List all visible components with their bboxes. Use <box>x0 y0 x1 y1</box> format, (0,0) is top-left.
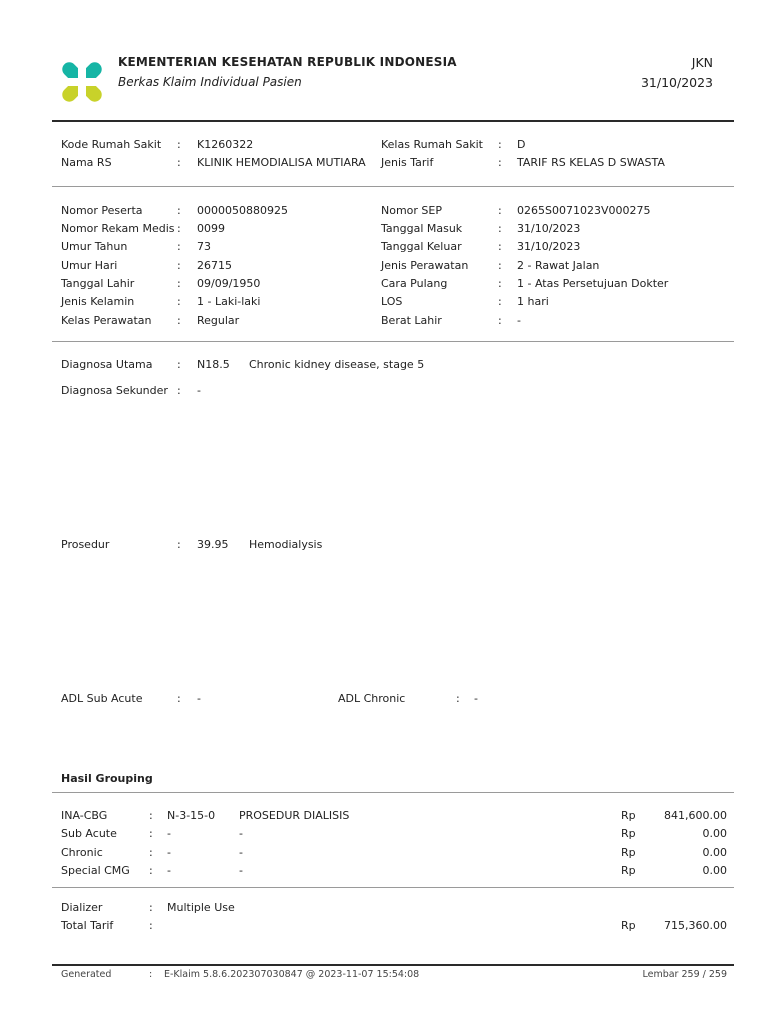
field-label: Jenis Perawatan <box>381 259 469 272</box>
field-label: Nomor Rekam Medis <box>61 222 175 235</box>
diagnosa-utama-label: Diagnosa Utama <box>61 358 153 371</box>
colon: : <box>177 222 181 235</box>
field-value: 0265S0071023V000275 <box>517 204 651 217</box>
generated-label: Generated <box>61 969 112 980</box>
field-label: LOS <box>381 295 403 308</box>
colon: : <box>149 901 153 914</box>
field-value: 2 - Rawat Jalan <box>517 259 600 272</box>
adl-sub-acute-label: ADL Sub Acute <box>61 692 143 705</box>
colon: : <box>498 204 502 217</box>
colon: : <box>177 138 181 151</box>
diagnosa-utama-code: N18.5 <box>197 358 230 371</box>
colon: : <box>498 156 502 169</box>
field-value: 09/09/1950 <box>197 277 261 290</box>
grouping-label: Chronic <box>61 846 103 859</box>
grouping-code: - <box>167 864 171 877</box>
field-label: Nomor SEP <box>381 204 442 217</box>
field-value: 31/10/2023 <box>517 222 581 235</box>
field-label: Umur Hari <box>61 259 118 272</box>
currency-label: Rp <box>621 864 636 877</box>
colon: : <box>177 204 181 217</box>
colon: : <box>177 277 181 290</box>
field-label: Cara Pulang <box>381 277 448 290</box>
dializer-value: Multiple Use <box>167 901 235 914</box>
colon: : <box>498 295 502 308</box>
field-label: Umur Tahun <box>61 240 128 253</box>
total-tarif-amount: 715,360.00 <box>664 919 727 932</box>
kelas-rs-label: Kelas Rumah Sakit <box>381 138 483 151</box>
colon: : <box>498 314 502 327</box>
field-value: 26715 <box>197 259 232 272</box>
colon: : <box>177 384 181 397</box>
section-divider <box>52 887 734 888</box>
colon: : <box>177 692 181 705</box>
dializer-label: Dializer <box>61 901 103 914</box>
colon: : <box>149 846 153 859</box>
grouping-code: - <box>167 827 171 840</box>
colon: : <box>498 222 502 235</box>
colon: : <box>498 138 502 151</box>
grouping-code: - <box>167 846 171 859</box>
footer-divider <box>52 964 734 966</box>
field-label: Kelas Perawatan <box>61 314 152 327</box>
grouping-desc: - <box>239 864 243 877</box>
page-number: Lembar 259 / 259 <box>642 969 727 980</box>
nama-rs-label: Nama RS <box>61 156 112 169</box>
field-label: Jenis Kelamin <box>61 295 135 308</box>
grouping-label: Special CMG <box>61 864 130 877</box>
colon: : <box>149 919 153 932</box>
prosedur-label: Prosedur <box>61 538 110 551</box>
grouping-amount: 0.00 <box>702 846 727 859</box>
diagnosa-sekunder-label: Diagnosa Sekunder <box>61 384 168 397</box>
kemenkes-logo <box>56 54 108 110</box>
colon: : <box>498 240 502 253</box>
colon: : <box>149 809 153 822</box>
field-value: 31/10/2023 <box>517 240 581 253</box>
grouping-label: INA-CBG <box>61 809 108 822</box>
nama-rs-value: KLINIK HEMODIALISA MUTIARA <box>197 156 366 169</box>
field-value: 1 - Atas Persetujuan Dokter <box>517 277 669 290</box>
document-subtitle: Berkas Klaim Individual Pasien <box>118 75 302 89</box>
colon: : <box>177 295 181 308</box>
field-value: 1 hari <box>517 295 549 308</box>
field-label: Tanggal Masuk <box>381 222 463 235</box>
field-value: 73 <box>197 240 211 253</box>
grouping-amount: 0.00 <box>702 864 727 877</box>
grouping-label: Sub Acute <box>61 827 117 840</box>
colon: : <box>149 827 153 840</box>
grouping-desc: PROSEDUR DIALISIS <box>239 809 350 822</box>
grouping-desc: - <box>239 846 243 859</box>
currency-label: Rp <box>621 919 636 932</box>
section-divider <box>52 341 734 342</box>
colon: : <box>177 156 181 169</box>
diagnosa-utama-desc: Chronic kidney disease, stage 5 <box>249 358 425 371</box>
adl-chronic-value: - <box>474 692 478 705</box>
ministry-title: KEMENTERIAN KESEHATAN REPUBLIK INDONESIA <box>118 55 457 69</box>
diagnosa-sekunder-value: - <box>197 384 201 397</box>
kelas-rs-value: D <box>517 138 526 151</box>
grouping-amount: 0.00 <box>702 827 727 840</box>
jenis-tarif-label: Jenis Tarif <box>381 156 434 169</box>
grouping-code: N-3-15-0 <box>167 809 216 822</box>
grouping-desc: - <box>239 827 243 840</box>
program-label: JKN <box>691 55 713 70</box>
currency-label: Rp <box>621 827 636 840</box>
currency-label: Rp <box>621 809 636 822</box>
colon: : <box>177 240 181 253</box>
section-divider <box>52 186 734 187</box>
generated-value: E-Klaim 5.8.6.202307030847 @ 2023-11-07 15:54:08 <box>164 969 420 980</box>
colon: : <box>149 864 153 877</box>
document-date: 31/10/2023 <box>640 75 713 90</box>
field-label: Tanggal Keluar <box>381 240 462 253</box>
total-tarif-label: Total Tarif <box>61 919 114 932</box>
prosedur-code: 39.95 <box>197 538 229 551</box>
field-label: Tanggal Lahir <box>61 277 135 290</box>
section-divider <box>52 792 734 793</box>
field-value: - <box>517 314 521 327</box>
field-value: 1 - Laki-laki <box>197 295 261 308</box>
jenis-tarif-value: TARIF RS KELAS D SWASTA <box>517 156 665 169</box>
colon: : <box>498 277 502 290</box>
field-label: Berat Lahir <box>381 314 442 327</box>
colon: : <box>177 259 181 272</box>
kode-rs-label: Kode Rumah Sakit <box>61 138 162 151</box>
field-value: 0000050880925 <box>197 204 288 217</box>
field-label: Nomor Peserta <box>61 204 143 217</box>
prosedur-desc: Hemodialysis <box>249 538 323 551</box>
colon: : <box>177 358 181 371</box>
colon: : <box>177 538 181 551</box>
adl-chronic-label: ADL Chronic <box>338 692 406 705</box>
field-value: Regular <box>197 314 240 327</box>
colon: : <box>498 259 502 272</box>
field-value: 0099 <box>197 222 225 235</box>
grouping-title: Hasil Grouping <box>61 772 153 785</box>
grouping-amount: 841,600.00 <box>664 809 727 822</box>
currency-label: Rp <box>621 846 636 859</box>
adl-sub-acute-value: - <box>197 692 201 705</box>
header-divider <box>52 120 734 122</box>
kode-rs-value: K1260322 <box>197 138 254 151</box>
colon: : <box>149 969 153 980</box>
colon: : <box>456 692 460 705</box>
colon: : <box>177 314 181 327</box>
